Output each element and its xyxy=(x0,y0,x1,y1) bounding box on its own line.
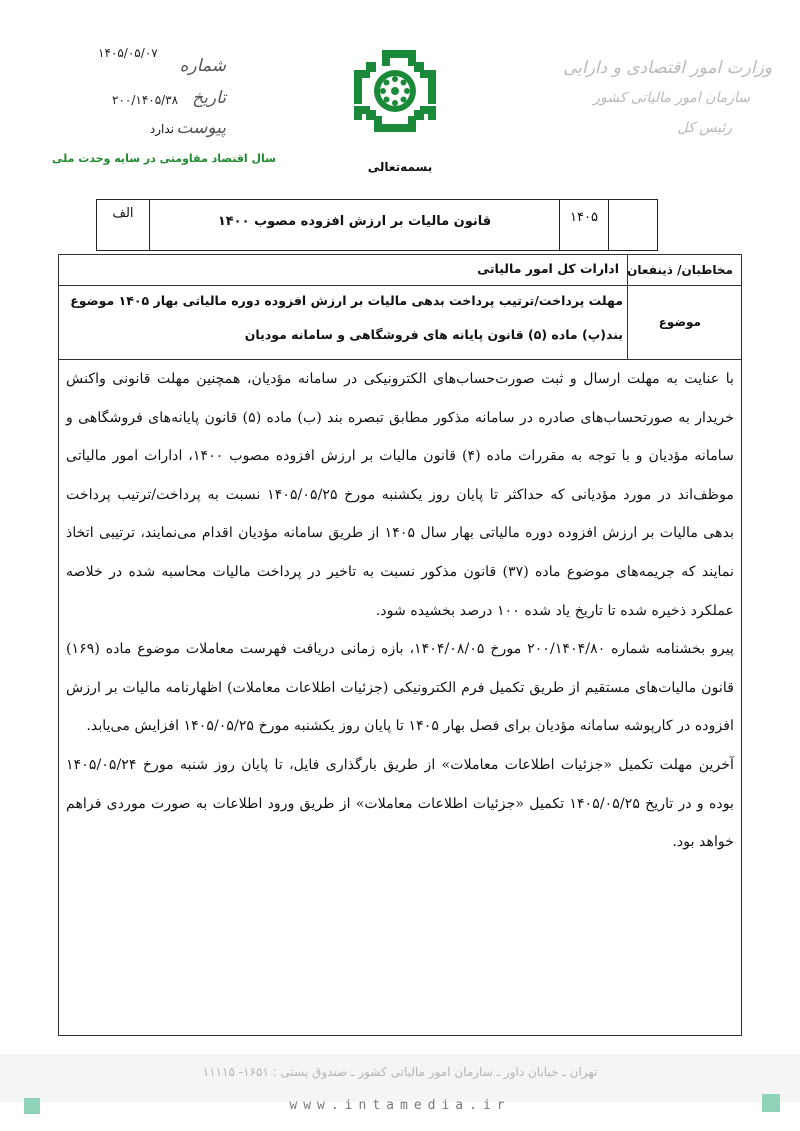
tax-organization-logo xyxy=(352,48,438,134)
body-paragraph: با عنایت به مهلت ارسال و ثبت صورت‌حساب‌های الکترونیکی در سامانه مؤدیان، همچنین مهلت قانونی واکنش خریدار به صورتحساب‌های صادره در سامانه مذکور مطابق تبصره بند (ب) ماده (۵) قانون پایانه‌های فروشگاهی و سامانه مؤدیان و با توجه به مقررات ماده (۴) قانون مالیات بر ارزش افزوده مصوب ۱۴۰۰، ادارات امور مالیاتی موظف‌اند در مورد مؤدیانی که حداکثر تا پایان روز یکشنبه مورخ ۱۴۰۵/۰۵/۲۵ نسبت به پرداخت/ترتیب پرداخت بدهی مالیات بر ارزش افزوده دوره مالیاتی بهار سال ۱۴۰۵ از طریق سامانه مؤدیان اقدام می‌نمایند، ترتیبی اتخاذ نمایند که جریمه‌های موضوع ماده (۳۷) قانون مذکور نسبت به تاخیر در پرداخت مالیات محاسبه شده در خلاصه عملکرد ذخیره شده تا تاریخ یاد شده ۱۰۰ درصد بخشیده شود. xyxy=(66,371,735,619)
law-title-cell xyxy=(149,200,559,250)
subject-line-1: مهلت پرداخت/ترتیب پرداخت بدهی مالیات بر ارزش افزوده دوره مالیاتی بهار ۱۴۰۵ موضوع xyxy=(70,293,623,308)
attachment-value: ندارد xyxy=(149,122,174,136)
ministry-name: وزارت امور اقتصادی و دارایی xyxy=(563,58,772,78)
divider xyxy=(59,285,741,286)
code-value: الف xyxy=(112,206,134,221)
year-cell xyxy=(559,200,608,250)
number-value: ۱۴۰۵/۰۵/۰۷ xyxy=(98,46,158,60)
decor-square-icon xyxy=(762,1094,780,1112)
body-paragraph: آخرین مهلت تکمیل «جزئیات اطلاعات معاملات» از طریق بارگذاری فایل، تا پایان روز شنبه مورخ ۱۴۰۵/۰۵/۲۴ بوده و در تاریخ ۱۴۰۵/۰۵/۲۵ تکمیل «جزئیات اطلاعات معاملات» از طریق ورود اطلاعات به صورت موردی فراهم خواهد بود. xyxy=(66,756,734,851)
decor-square-icon xyxy=(24,1098,40,1114)
code-cell xyxy=(97,200,149,250)
law-info-table xyxy=(96,199,658,251)
footer-website: www.intamedia.ir xyxy=(289,1098,511,1113)
empty-cell xyxy=(608,200,657,250)
date-value: ۲۰۰/۱۴۰۵/۳۸ xyxy=(112,93,179,107)
date-label: تاریخ xyxy=(192,88,226,108)
law-title: قانون مالیات بر ارزش افزوده مصوب ۱۴۰۰ xyxy=(217,214,492,229)
body-paragraph: پیرو بخشنامه شماره ۲۰۰/۱۴۰۴/۸۰ مورخ ۱۴۰۴/۰۸/۰۵، بازه زمانی دریافت فهرست معاملات موضوع ماده (۱۶۹) قانون مالیات‌های مستقیم از طریق تکمیل فرم الکترونیکی (جزئیات اطلاعات معاملات) اظهارنامه مالیات بر ارزش افزوده در کارپوشه سامانه مؤدیان برای فصل بهار ۱۴۰۵ تا پایان روز یکشنبه مورخ ۱۴۰۵/۰۵/۲۵ افزایش می‌یابد. xyxy=(66,641,734,735)
year-value: ۱۴۰۵ xyxy=(570,210,598,225)
number-label: شماره xyxy=(179,56,226,76)
subject-line-2: بند(پ) ماده (۵) قانون پایانه های فروشگاهی و سامانه مودیان xyxy=(244,327,623,342)
slogan: سال اقتصاد مقاومتی در سایه وحدت ملی xyxy=(52,152,277,165)
subject-label: موضوع xyxy=(658,315,701,329)
besmeh-heading: بسمه‌تعالی xyxy=(367,160,433,174)
addressees-label: مخاطبان/ ذینفعان xyxy=(627,263,733,277)
attachment-label: پیوست xyxy=(176,118,226,138)
organization-name: سازمان امور مالیاتی کشور xyxy=(593,90,750,106)
addressees-value: ادارات کل امور مالیاتی xyxy=(477,261,619,276)
footer-address: تهران ـ خیابان داور ـ سازمان امور مالیاتی کشور ـ صندوق پستی : ۱۶۵۱- ۱۱۱۱۵ xyxy=(202,1065,598,1079)
head-title: رئیس کل xyxy=(677,120,732,136)
circular-body xyxy=(66,360,734,862)
